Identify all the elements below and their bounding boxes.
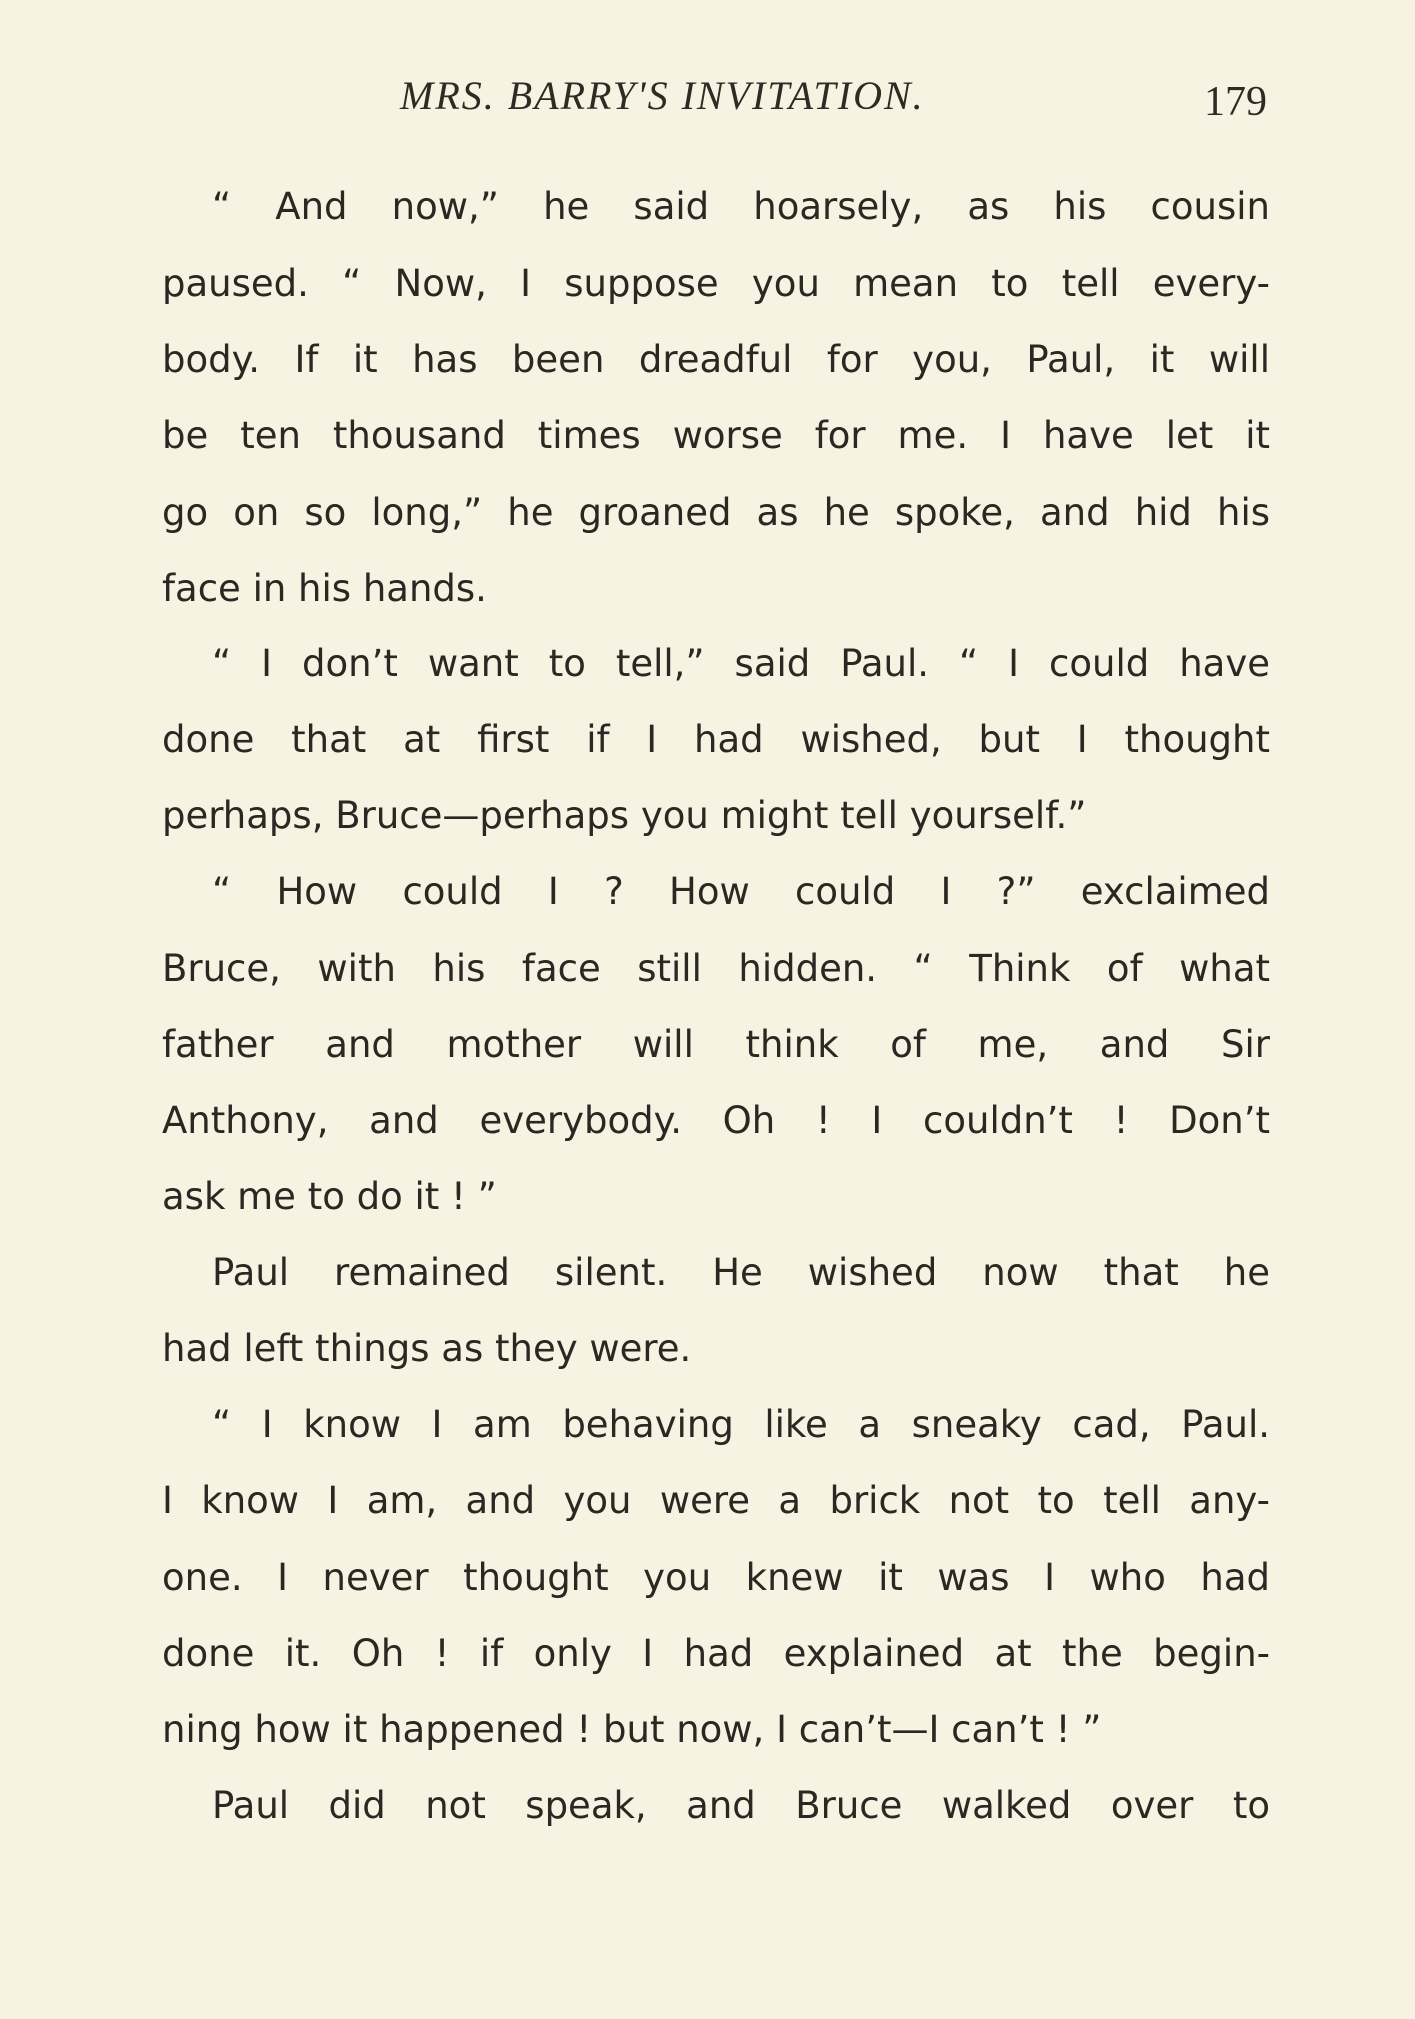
text-line: done it. Oh ! if only I had explained at the begin- <box>162 1632 1270 1675</box>
text-line: “ I don’t want to tell,” said Paul. “ I could have <box>212 642 1270 685</box>
text-line: Paul did not speak, and Bruce walked over to <box>212 1784 1270 1827</box>
text-line: Anthony, and everybody. Oh ! I couldn’t ! Don’t <box>162 1099 1270 1142</box>
text-line: “ And now,” he said hoarsely, as his cousin <box>212 185 1270 228</box>
text-line: paused. “ Now, I suppose you mean to tell every- <box>162 262 1270 305</box>
text-line: “ I know I am behaving like a sneaky cad, Paul. <box>212 1403 1270 1446</box>
text-line: go on so long,” he groaned as he spoke, and hid his <box>162 491 1270 534</box>
text-line: be ten thousand times worse for me. I have let it <box>162 414 1270 457</box>
text-line: had left things as they were. <box>162 1327 692 1370</box>
text-line: ning how it happened ! but now, I can’t—I can’t ! ” <box>162 1708 1102 1751</box>
running-title: MRS. BARRY'S INVITATION. <box>400 73 925 118</box>
text-line: ask me to do it ! ” <box>162 1175 497 1218</box>
text-line: face in his hands. <box>162 567 487 610</box>
text-line: one. I never thought you knew it was I who had <box>162 1556 1270 1599</box>
text-line: Paul remained silent. He wished now that he <box>212 1251 1270 1294</box>
text-line: body. If it has been dreadful for you, Paul, it will <box>162 338 1270 381</box>
page-number: 179 <box>1204 79 1267 125</box>
text-line: perhaps, Bruce—perhaps you might tell yourself.” <box>162 794 1087 837</box>
text-line: “ How could I ? How could I ?” exclaimed <box>212 870 1270 913</box>
text-line: done that at first if I had wished, but I thought <box>162 718 1270 761</box>
text-line: I know I am, and you were a brick not to tell any- <box>162 1479 1270 1522</box>
text-line: father and mother will think of me, and Sir <box>162 1023 1270 1066</box>
text-line: Bruce, with his face still hidden. “ Think of what <box>162 947 1270 990</box>
